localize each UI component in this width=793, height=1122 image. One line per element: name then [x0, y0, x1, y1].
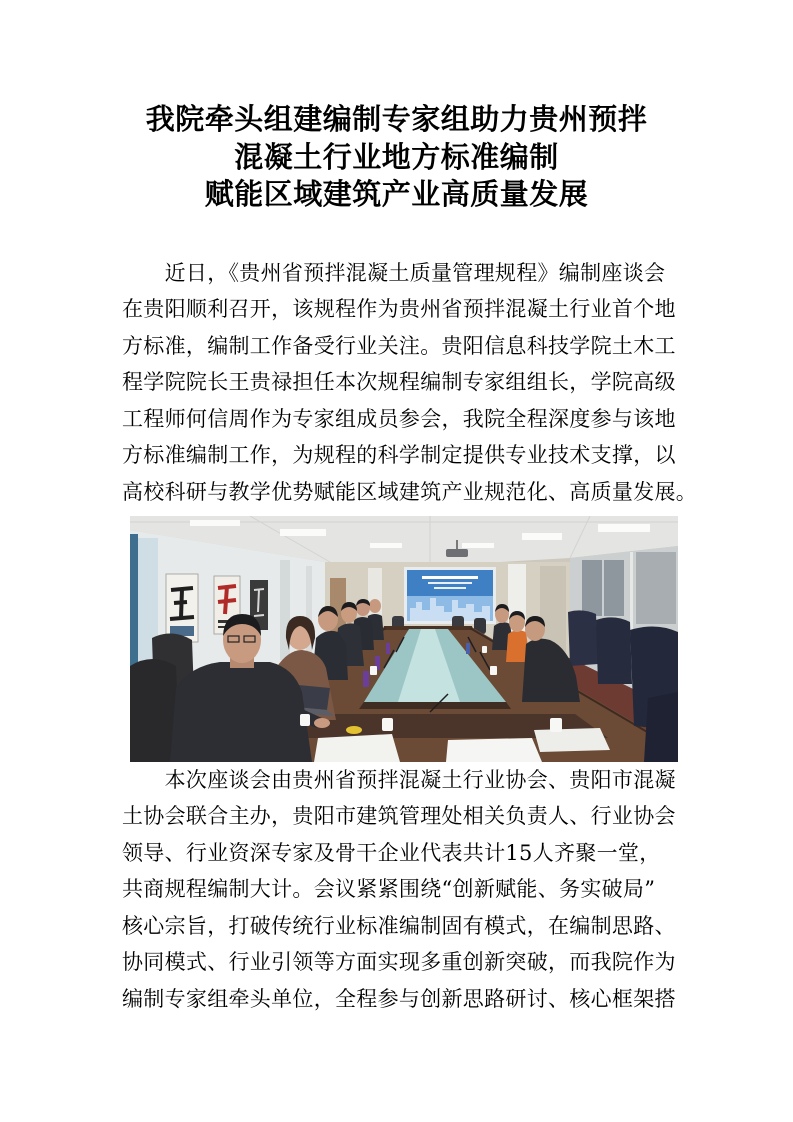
paragraph-line: 在贵阳顺利召开，该规程作为贵州省预拌混凝土行业首个地: [122, 297, 676, 322]
article-title: [0, 101, 793, 214]
documents-on-table-part: [446, 738, 542, 762]
documents-on-table-part: [314, 734, 400, 762]
ceiling-lights-part: [190, 520, 240, 526]
chairs-right-part: [568, 610, 598, 666]
paragraph-1: [122, 255, 697, 510]
poster-left: [166, 574, 198, 642]
ceiling-lights-part: [370, 543, 402, 548]
cups-part: [490, 666, 497, 675]
paragraph-line: 方标准，编制工作备受行业关注。贵阳信息科技学院土木工: [122, 333, 676, 358]
paragraph-line: 高校科研与教学优势赋能区域建筑产业规范化、高质量发展。: [122, 479, 698, 504]
title-line-1: 我院牵头组建编制专家组助力贵州预拌: [145, 102, 648, 136]
cups-part: [382, 718, 393, 731]
title-line-3: 赋能区域建筑产业高质量发展: [204, 177, 589, 211]
cups-part: [550, 718, 562, 732]
paragraph-line: 土协会联合主办，贵阳市建筑管理处相关负责人、行业协会: [122, 804, 676, 829]
paragraph-line: 共商规程编制大计。会议紧紧围绕“创新赋能、务实破局”: [122, 877, 656, 902]
paragraph-2: [122, 762, 676, 1017]
ceiling-lights-part: [280, 529, 326, 536]
projector-part: [446, 549, 468, 557]
cups-part: [300, 714, 310, 726]
person-front-left-part: [314, 718, 330, 728]
meeting-photo: [130, 516, 678, 762]
name-plates-part: [466, 643, 470, 654]
projection-screen: [404, 567, 496, 624]
name-plates-part: [386, 643, 390, 654]
cups-part: [346, 726, 362, 734]
projection-screen-part: [434, 587, 466, 589]
chairs-right-part: [644, 692, 678, 762]
person-left-6-part: [369, 599, 381, 613]
paragraph-line: 本次座谈会由贵州省预拌混凝土行业协会、贵阳市混凝: [164, 768, 676, 792]
paragraph-line: 程学院院长王贵禄担任本次规程编制专家组组长，学院高级: [122, 370, 676, 395]
documents-on-table-part: [534, 728, 610, 752]
right-wall-part: [636, 552, 676, 624]
title-line-2: 混凝土行业地方标准编制: [234, 139, 559, 174]
cups-part: [482, 646, 487, 653]
paragraph-line: 协同模式、行业引领等方面实现多重创新突破，而我院作为: [122, 950, 676, 975]
ceiling-lights-part: [462, 543, 494, 548]
projection-screen-part: [422, 576, 478, 579]
paragraph-line: 编制专家组牵头单位，全程参与创新思路研讨、核心框架搭: [122, 986, 676, 1011]
projection-screen-part: [428, 582, 472, 584]
ceiling-lights-part: [522, 533, 562, 540]
paragraph-line: 领导、行业资深专家及骨干企业代表共计15人齐聚一堂，: [122, 840, 661, 865]
ceiling-lights-part: [598, 524, 650, 532]
chairs-right-part: [596, 617, 632, 684]
name-plates-part: [363, 671, 369, 687]
paragraph-line: 近日，《贵州省预拌混凝土质量管理规程》编制座谈会: [164, 261, 666, 285]
paragraph-line: 工程师何信周作为专家组成员参会，我院全程深度参与该地: [122, 406, 676, 431]
cups-part: [370, 666, 377, 675]
paragraph-line: 核心宗旨，打破传统行业标准编制固有模式，在编制思路、: [122, 913, 676, 938]
paragraph-line: 方标准编制工作，为规程的科学制定提供专业技术支撑，以: [122, 443, 676, 468]
